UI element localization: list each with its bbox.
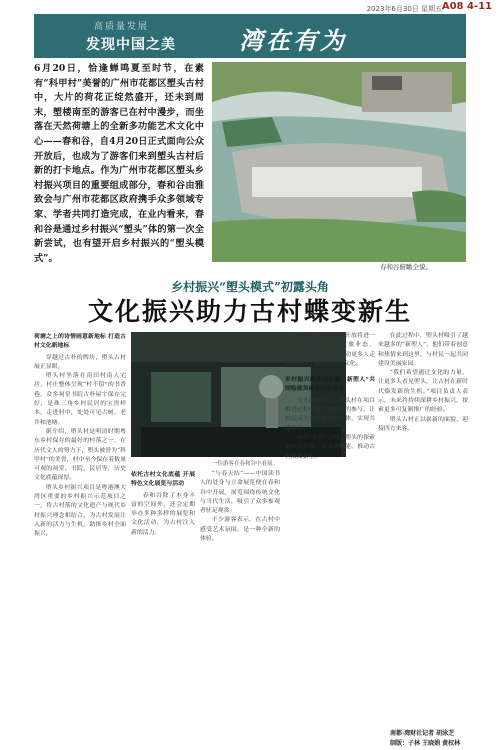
byline-editors: 制版：子林 王晓娟 黄权林 — [390, 740, 461, 747]
paragraph: 廖桐说，春和谷的开放将进一步丰富塱头古村的文旅业态，以“春和谷”为纽带，带动更多人走进古村，了解岭南传统文化。 — [285, 333, 375, 367]
paragraph: “我们希望通过文化的力量，让更多人看见塱头，让古村在新时代焕发新的生机。”项目负责人表示，未来将持续深耕乡村振兴，探索更多可复制推广的经验。 — [378, 370, 468, 414]
headline: 文化振兴助力古村蝶变新生 — [87, 297, 412, 326]
aerial-photo-illustration — [212, 62, 466, 262]
section-heading: 依托古村文化底蕴 开展特色文化展览与活动 — [131, 471, 195, 488]
section-banner — [34, 14, 466, 58]
banner-subtitle-quality: 高质量发展 — [94, 22, 150, 32]
article-column-1 — [34, 332, 126, 742]
paragraph: 穿越过古朴的牌坊，塱头古村展正显眼。 — [34, 354, 126, 370]
paragraph: 塱头古村正以崭新的面貌，迎接四方来客。 — [378, 416, 468, 432]
lead-paragraph: 6月20日，恰逢蝉鸣夏至时节，在素有“科甲村”美誉的广州市花都区塱头古村中，大片的荷花正绽然盛开，还未到周末，塱楼南至的游客已在村中漫步，而坐落在天然荷塘上的全新多功能艺术文化中心——春和谷，自4月20日正式面向公众开放后，也成为了游客们来到塱头古村后新的打卡地点。作为广州市花都区塱头乡村振兴项目的重要组成部分，春和谷由雅致会与广州市花都区政府携手众多领域专家、学者共同打造完成，在业内看来，春和谷是通过乡村振兴“塱头”体的第一次全新尝试，也有望开启乡村振兴的“塱头模式”。 — [34, 63, 204, 264]
issue-date: 2023年6月30日 星期五 — [366, 5, 442, 13]
paragraph: 塱头村坐落在南田村南人宅居，村庄整体呈现“村不留”的书香巷，众多祠堂书院古朴屋宇保存完好，是珠三角乡村民居的宝贵样本。走进村中，处处可见古树、老井和池塘。 — [34, 373, 126, 426]
paragraph: 据介绍，塱头村是明清时期粤东乡村保存的最好的村落之一，在历代文人的努力下，塱头被誉为“科甲村”的美誉，村中至今保存着数量可观的祠堂、书院、民居等，历史文化底蕴深厚。 — [34, 428, 126, 482]
banner-subtitle-discover: 发现中国之美 — [86, 37, 176, 53]
subheadline: 乡村振兴“塱头模式”初露头角 — [171, 280, 329, 294]
photo-caption: 春和谷俯瞰全貌。 — [380, 263, 432, 271]
paragraph: 不少游客表示，在古村中感受艺术氛围，是一种全新的体验。 — [200, 517, 280, 543]
exhibition-photo-caption: 一位游客在春和谷中看展。 — [212, 461, 279, 467]
aerial-photo — [212, 62, 466, 262]
banner-main-title: 湾在有为 — [239, 26, 347, 55]
section-heading: 荷塘之上的诗情画意新地标 打造古村文化新地标 — [34, 333, 126, 350]
paragraph: “与春天结”——中国读书人的处身与立命展览便在春和谷中开展，展览围绕传统文化与当代生活，吸引了众多参观者驻足观赏。 — [200, 471, 280, 515]
paragraph: 如何“培育”古村，塱头的探索是从人出发，以文化赋能，推动古村焕发新生。 — [285, 434, 375, 460]
paragraph: 与元朗村相比，塱头村在项目推进过程中更注重村民的参与，让村民成为乡村振兴的主体，实现共建共享。 — [285, 397, 375, 432]
paragraph: 在此过程中，塱头村吸引了越来越多的“新塱人”，他们带着创意和热情来到这里，与村民一起共同建设美丽家园。 — [378, 333, 468, 367]
paragraph: 塱头乡村振兴项目是粤港澳大湾区重要的乡村振兴示范项目之一，将古村落的文化遗产与现代乡村振兴理念相结合，为古村发展注入新的活力与生机，助推乡村全面振兴。 — [34, 484, 126, 538]
article-column-6 — [378, 332, 468, 742]
article-column-4 — [200, 470, 280, 740]
section-heading: 乡村振兴的共创之路 “新塱人”共同绘就美丽乡村新画卷 — [285, 376, 375, 393]
paragraph: 春和谷除了本身丰富的空间外，还会定期举办多种多样的展览和文化活动，为古村注入新的活力。 — [131, 492, 195, 536]
article-column-5 — [285, 332, 375, 742]
byline-reporter: 南都·湾财社记者 胡泳芝 — [390, 730, 455, 737]
page-number: A08 4-11 — [441, 1, 492, 12]
article-column-3 — [131, 470, 195, 740]
page-top-line — [0, 0, 500, 15]
